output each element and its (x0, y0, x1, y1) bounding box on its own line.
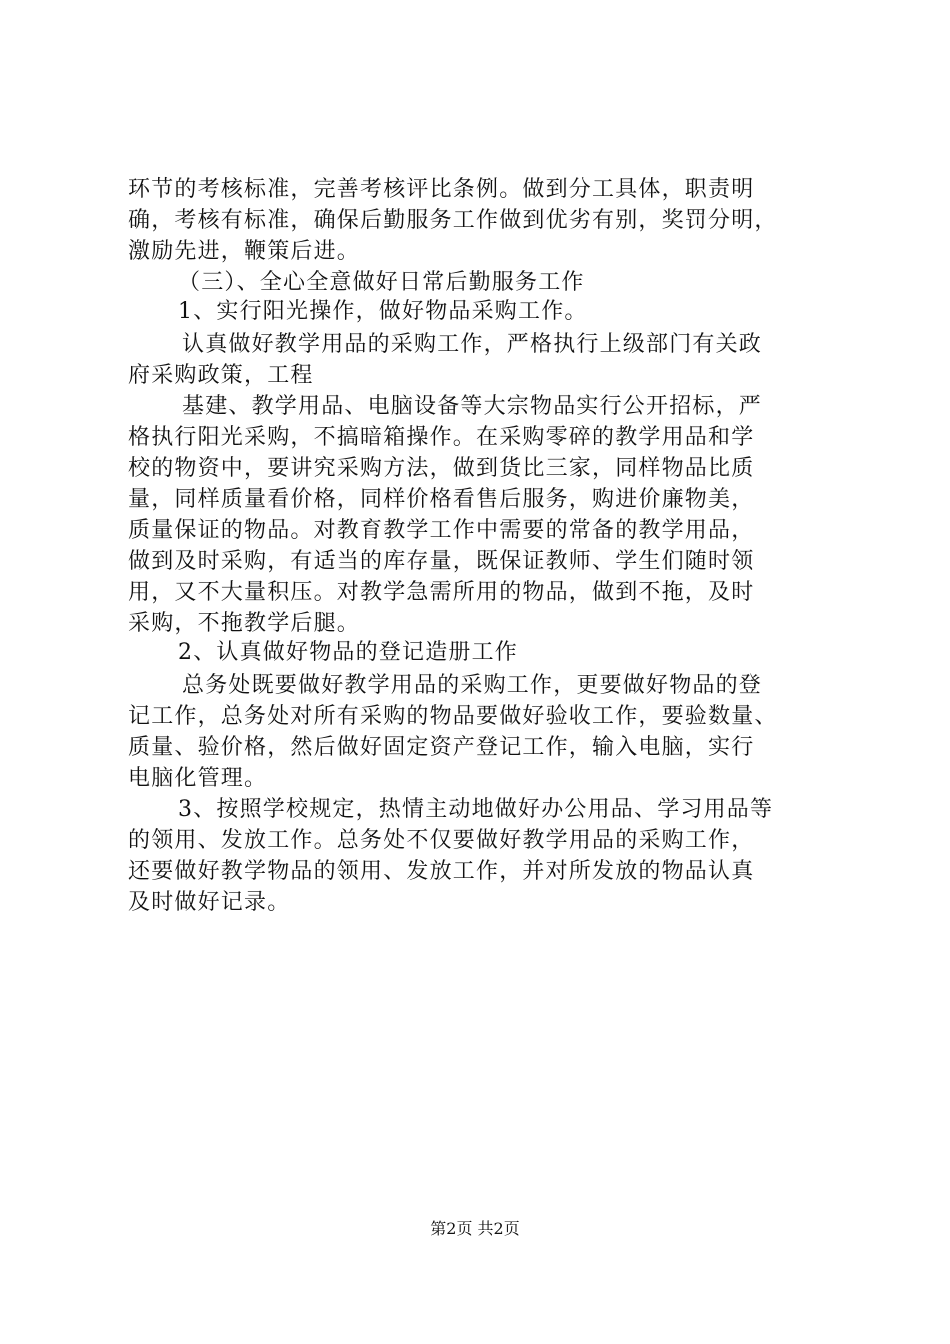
body-text-line: 用，又不大量积压。对教学急需所用的物品，做到不拖，及时 (128, 580, 755, 605)
body-text-line: 采购，不拖教学后腿。 (128, 611, 361, 636)
body-text-line: 质量保证的物品。对教育教学工作中需要的常备的教学用品， (128, 518, 755, 543)
body-text-line: 电脑化管理。 (128, 766, 268, 791)
body-text-line: 质量、验价格，然后做好固定资产登记工作，输入电脑，实行 (128, 735, 755, 760)
body-text-line: 的领用、发放工作。总务处不仅要做好教学用品的采购工作， (128, 828, 755, 853)
body-text-line: 激励先进，鞭策后进。 (128, 239, 361, 264)
page-number-footer: 第2页 共2页 (430, 1219, 520, 1238)
body-text-line: 还要做好教学物品的领用、发放工作，并对所发放的物品认真 (128, 859, 755, 884)
body-text-line: 总务处既要做好教学用品的采购工作，更要做好物品的登 (182, 673, 763, 698)
subsection-heading: 1、实行阳光操作，做好物品采购工作。 (178, 299, 588, 324)
body-text-line: 记工作，总务处对所有采购的物品要做好验收工作，要验数量、 (128, 704, 778, 729)
body-text-line: 认真做好教学用品的采购工作，严格执行上级部门有关政 (182, 332, 763, 357)
body-text-line: 校的物资中，要讲究采购方法，做到货比三家，同样物品比质 (128, 456, 755, 481)
body-text-line: 做到及时采购，有适当的库存量，既保证教师、学生们随时领 (128, 549, 755, 574)
body-text-line: 府采购政策，工程 (128, 363, 314, 388)
body-text-line: 确，考核有标准，确保后勤服务工作做到优劣有别，奖罚分明， (128, 208, 778, 233)
body-text-line: 及时做好记录。 (128, 890, 291, 915)
body-text-line: 基建、教学用品、电脑设备等大宗物品实行公开招标，严 (182, 394, 763, 419)
section-heading: （三）、全心全意做好日常后勤服务工作 (178, 270, 585, 295)
body-text-line: 量，同样质量看价格，同样价格看售后服务，购进价廉物美， (128, 487, 755, 512)
body-text-line: 格执行阳光采购，不搞暗箱操作。在采购零碎的教学用品和学 (128, 425, 755, 450)
body-text-line: 环节的考核标准，完善考核评比条例。做到分工具体，职责明 (128, 177, 755, 202)
subsection-heading: 2、认真做好物品的登记造册工作 (178, 640, 518, 665)
body-text-line: 3、按照学校规定，热情主动地做好办公用品、学习用品等 (178, 797, 774, 822)
